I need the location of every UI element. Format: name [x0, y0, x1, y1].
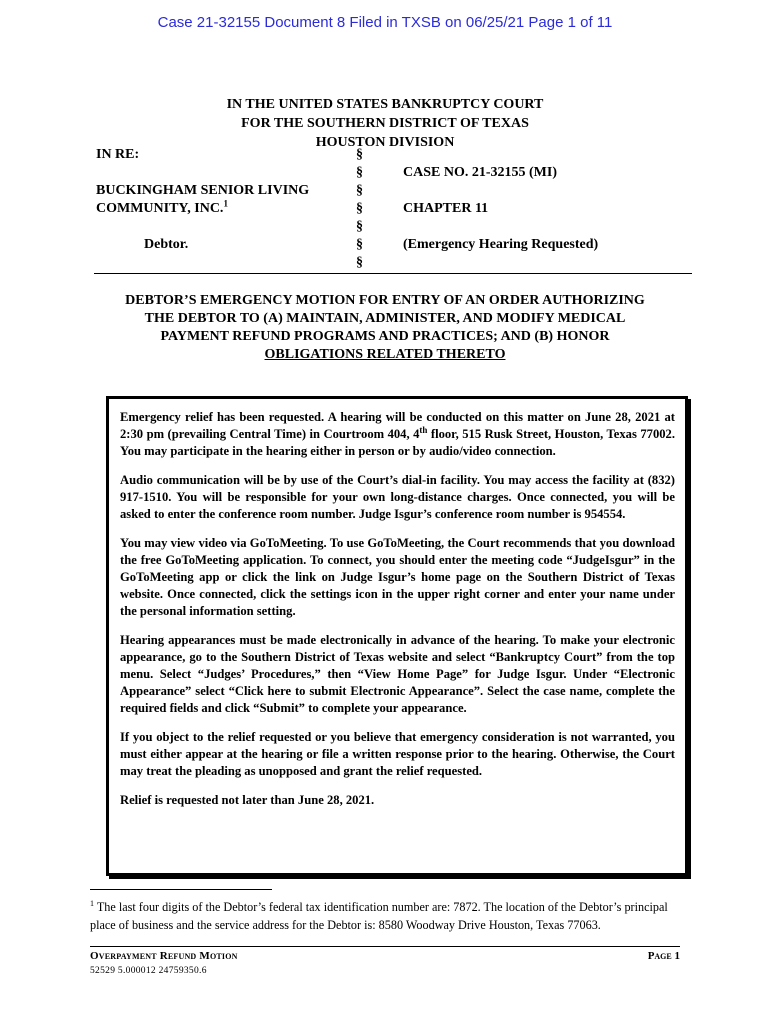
- court-heading: [0, 95, 770, 152]
- notice-paragraph: Audio communication will be by use of the Court’s dial-in facility. You may access the facility at (832) 917-1510. You will be responsible for your own long-distance charges. Once connected, you will be asked to enter the conference room number. Judge Isgur’s conference room number is 954554.: [120, 473, 675, 521]
- footnote-mark: 1: [90, 898, 94, 908]
- motion-title-line: THE DEBTOR TO (A) MAINTAIN, ADMINISTER, AND MODIFY MEDICAL: [144, 311, 626, 326]
- document-id: 52529 5.000012 24759350.6: [90, 966, 207, 976]
- court-heading-line: IN THE UNITED STATES BANKRUPTCY COURT: [226, 97, 544, 112]
- motion-title-line: DEBTOR’S EMERGENCY MOTION FOR ENTRY OF AN ORDER AUTHORIZING: [125, 293, 645, 308]
- in-re-label: IN RE:: [96, 147, 140, 162]
- filing-stamp: Case 21-32155 Document 8 Filed in TXSB on 06/25/21 Page 1 of 11: [157, 14, 613, 31]
- section-symbol: §: [356, 219, 363, 234]
- footnote: [90, 898, 682, 934]
- case-caption: [94, 147, 692, 274]
- court-heading-line: HOUSTON DIVISION: [315, 135, 455, 150]
- footer-rule: [90, 946, 680, 947]
- section-symbol: §: [356, 255, 363, 270]
- footnote-text: The last four digits of the Debtor’s federal tax identification number are: 7872. The location of the Debtor’s principal place of business and the service address for the Debtor is: 8580 Woodway Drive Houston, Texas 77063.: [90, 900, 668, 932]
- debtor-name-line-1: BUCKINGHAM SENIOR LIVING: [96, 183, 310, 198]
- notice-paragraph: You may view video via GoToMeeting. To use GoToMeeting, the Court recommends that you download the free GoToMeeting application. To connect, you should enter the meeting code “JudgeIsgur” in the GoToMeeting app or click the link on Judge Isgur’s home page on the Southern District of Texas website. Once connected, click the settings icon in the upper right corner and enter your name under the personal information setting.: [120, 536, 675, 618]
- court-heading-line: FOR THE SOUTHERN DISTRICT OF TEXAS: [241, 116, 529, 131]
- page-number: Page 1: [647, 950, 680, 962]
- debtor-name-line-2: COMMUNITY, INC.$^1$: [96, 198, 228, 216]
- section-symbol: §: [356, 237, 363, 252]
- section-symbol: §: [356, 201, 363, 216]
- footer-title: Overpayment Refund Motion: [90, 950, 238, 962]
- motion-title: [90, 292, 680, 364]
- debtor-label: Debtor.: [144, 237, 189, 252]
- footnote-reference: 1: [223, 198, 228, 209]
- notice-paragraph: Emergency relief has been requested. A hearing will be conducted on this matter on June 28, 2021 at 2:30 pm (prevailing Central Time) in Courtroom 404, 4th floor, 515 Rusk Street, Houston, Texas 77002. You may participate in the hearing either in person or by audio/video connection.: [120, 410, 675, 458]
- emergency-notice-box: [106, 396, 688, 876]
- hearing-request: (Emergency Hearing Requested): [403, 237, 599, 252]
- notice-paragraph: Relief is requested not later than June 28, 2021.: [120, 793, 375, 807]
- motion-title-line: PAYMENT REFUND PROGRAMS AND PRACTICES; AND (B) HONOR: [160, 329, 610, 344]
- case-number: CASE NO. 21-32155 (MI): [403, 165, 557, 180]
- footnote-separator: [90, 889, 272, 890]
- section-symbol: §: [356, 165, 363, 180]
- section-symbol: §: [356, 183, 363, 198]
- section-symbol: §: [356, 147, 363, 162]
- notice-paragraph: Hearing appearances must be made electronically in advance of the hearing. To make your electronic appearance, go to the Southern District of Texas website and select “Bankruptcy Court” from the top menu. Select “Judges’ Procedures,” then “View Home Page” for Judge Isgur. Under “Electronic Appearance” select “Click here to submit Electronic Appearance”. Select the case name, complete the required fields and click “Submit” to complete your appearance.: [120, 633, 675, 715]
- motion-title-line: OBLIGATIONS RELATED THERETO: [264, 347, 506, 362]
- notice-paragraph: If you object to the relief requested or you believe that emergency consideration is not warranted, you must either appear at the hearing or file a written response prior to the hearing. Otherwise, the Court may treat the pleading as unopposed and grant the relief requested.: [120, 730, 675, 778]
- chapter: CHAPTER 11: [403, 201, 489, 216]
